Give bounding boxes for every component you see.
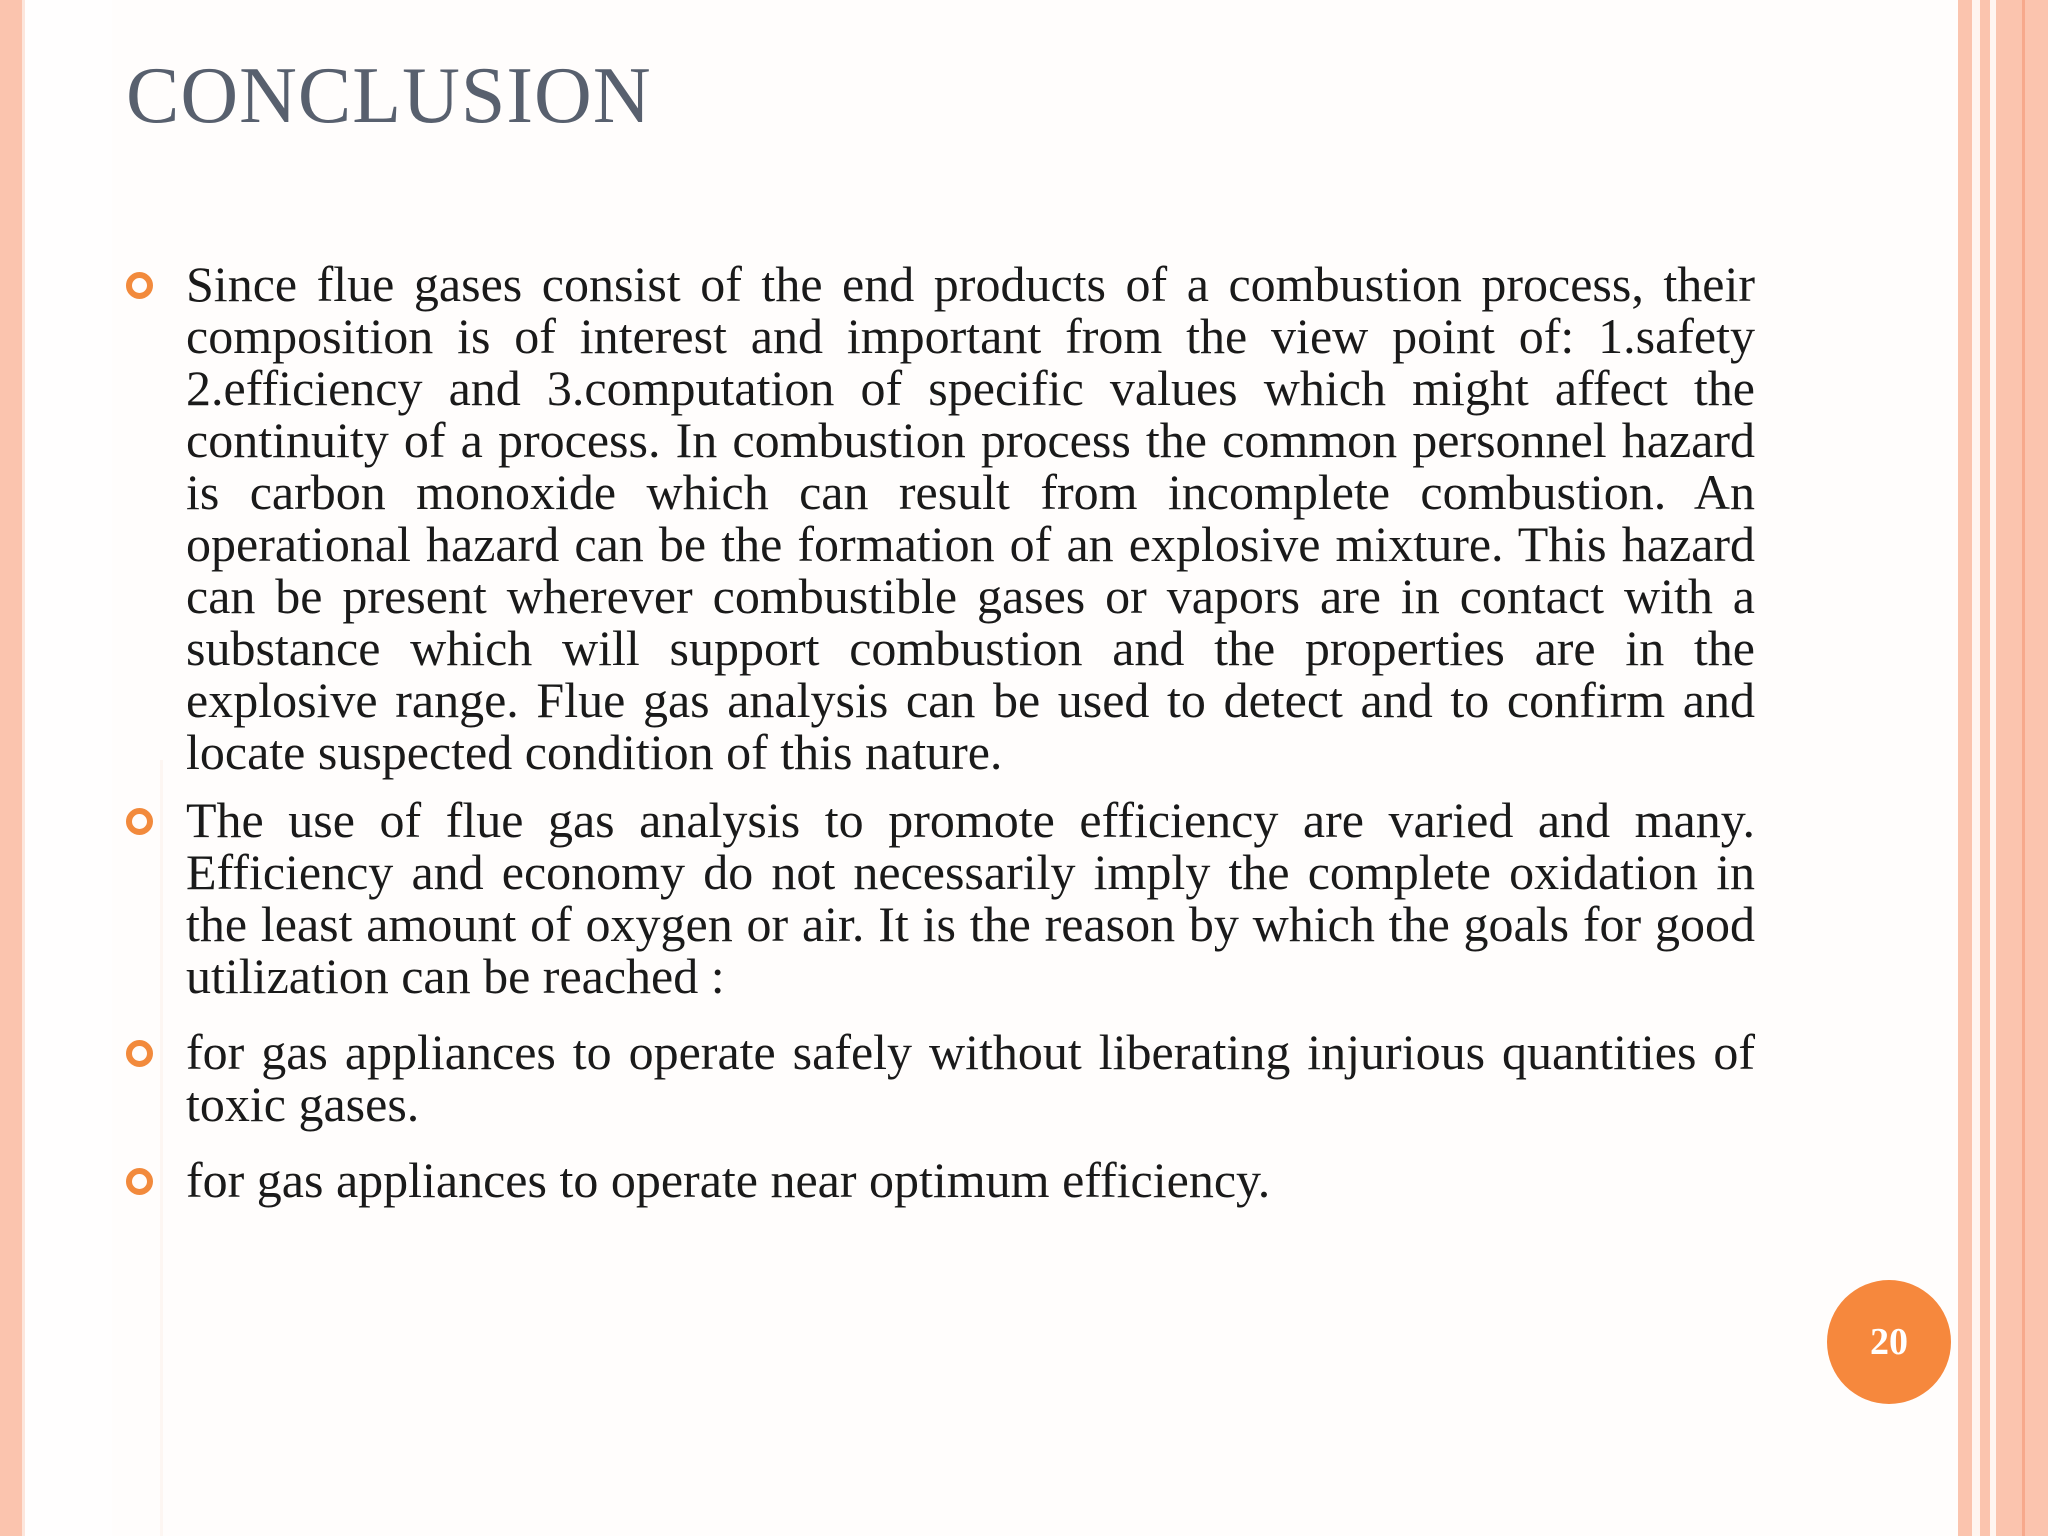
hollow-circle-bullet-icon [126, 808, 153, 835]
hollow-circle-bullet-icon [126, 1040, 153, 1067]
left-border-stripe [0, 0, 22, 1536]
right-border-stripe-2 [1980, 0, 1990, 1536]
right-border-gap-1 [1972, 0, 1980, 1536]
bullet-item [120, 258, 1755, 778]
bullet-text: for gas appliances to operate near optimum efficiency. [186, 1152, 1271, 1208]
hollow-circle-bullet-icon [126, 272, 153, 299]
bullet-item [120, 1026, 1755, 1130]
bullet-text: for gas appliances to operate safely without liberating injurious quantities of toxic gases. [186, 1024, 1755, 1132]
bullet-text: The use of flue gas analysis to promote efficiency are varied and many. Efficiency and economy do not necessarily imply the complete oxidation in the least amount of oxygen or air. It is the reason by which the goals for good utilization can be reached : [186, 792, 1755, 1004]
bullet-item [120, 794, 1755, 1002]
left-border-highlight [22, 0, 25, 1536]
bullet-item [120, 1154, 1755, 1206]
hollow-circle-bullet-icon [126, 1168, 153, 1195]
page-number-badge: 20 [1827, 1280, 1951, 1404]
bullet-list [120, 258, 1755, 1222]
right-border-line [2022, 0, 2025, 1536]
slide-title: CONCLUSION [126, 52, 652, 140]
right-border-stripe-1 [1958, 0, 1972, 1536]
bullet-text: Since flue gases consist of the end products of a combustion process, their composition is of interest and important from the view point of: 1.safety 2.efficiency and 3.computation of specific values which might affect the continuity of a process. In combustion process the common personnel hazard is carbon monoxide which can result from incomplete combustion. An operational hazard can be the formation of an explosive mixture. This hazard can be present wherever combustible gases or vapors are in contact with a substance which will support combustion and the properties are in the explosive range. Flue gas analysis can be used to detect and to confirm and locate suspected condition of this nature. [186, 256, 1755, 780]
